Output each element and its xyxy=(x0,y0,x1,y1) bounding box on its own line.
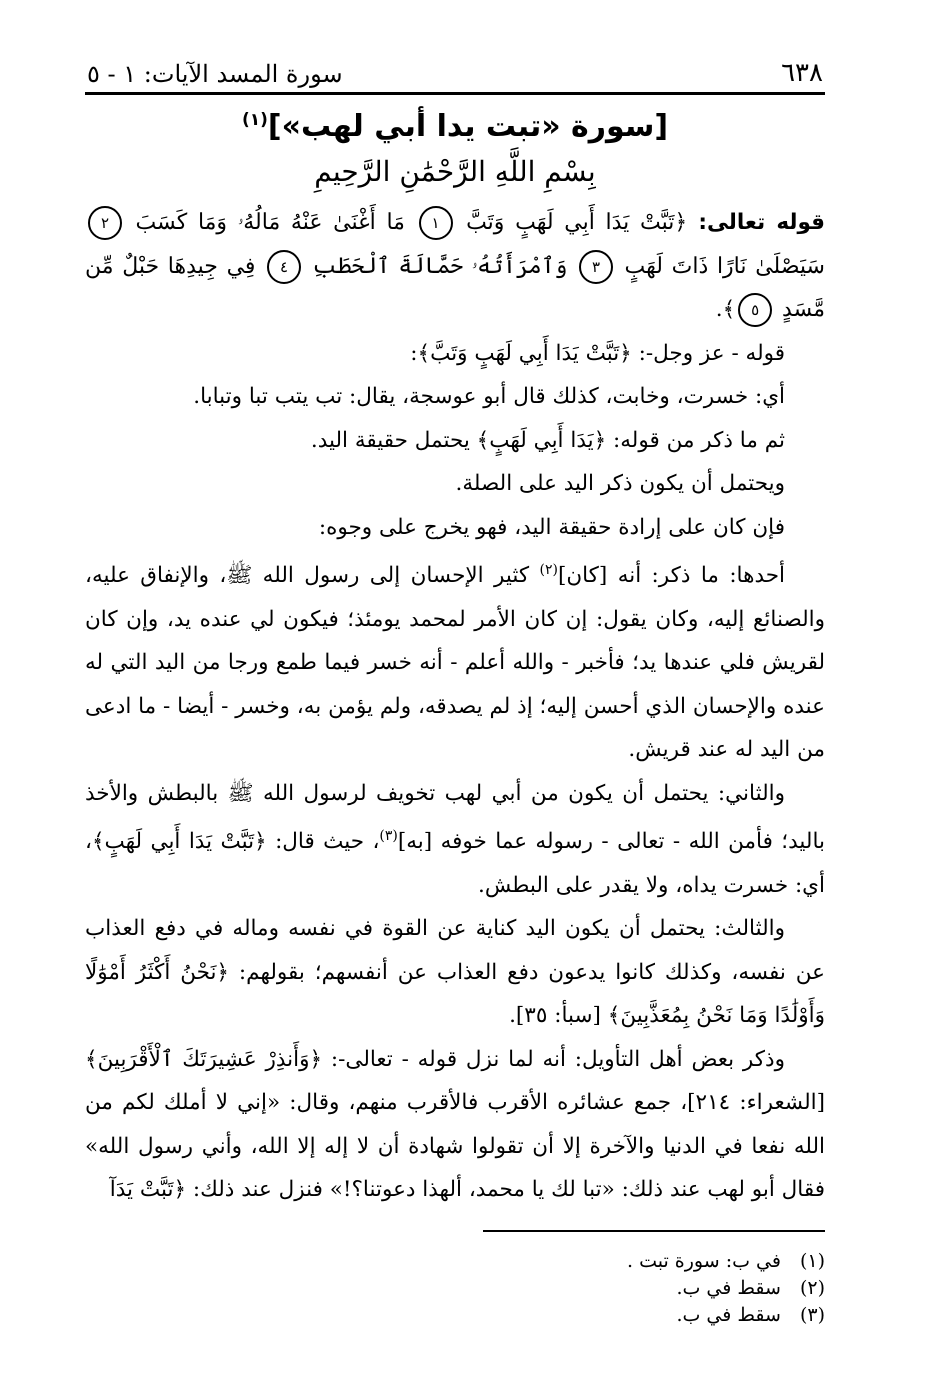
footnote xyxy=(85,1275,825,1302)
main-text xyxy=(85,201,825,1212)
ayah-number-marker: ٤ xyxy=(267,250,301,284)
footnote-text: في ب: سورة تبت . xyxy=(627,1249,781,1272)
paragraph: والثالث: يحتمل أن يكون اليد كناية عن القوة في نفسه وماله في دفع العذاب عن نفسه، وكذلك كانوا يدعون دفع العذاب عن أنفسهم؛ بقولهم: ﴿نَحْنُ أَكْثَرُ أَمْوَٰلًا وَأَوْلَٰدًا وَمَا نَحْنُ بِمُعَذَّبِينَ﴾ [سبأ: ٣٥]. xyxy=(85,916,825,1029)
footnote-text: سقط في ب. xyxy=(676,1303,781,1326)
ayah-number-marker: ٣ xyxy=(579,250,613,284)
verses-lead: قوله تعالى: xyxy=(687,210,825,235)
verse-1: ﴿تَبَّتْ يَدَا أَبِي لَهَبٍ وَتَبَّ xyxy=(466,210,688,235)
footnote-ref: (٢) xyxy=(539,562,558,578)
basmala: بِسْمِ اللَّهِ الرَّحْمَٰنِ الرَّحِيمِ xyxy=(314,155,596,188)
paragraph: وذكر بعض أهل التأويل: أنه لما نزل قوله - تعالى-: ﴿وَأَنذِرْ عَشِيرَتَكَ ٱلْأَقْرَبِينَ﴾ [الشعراء: ٢١٤]، جمع عشائره الأقرب فالأقرب منهم، وقال: «إني لا أملك لكم من الله نفعا في الدنيا والآخرة إلا أن تقولوا شهادة أن لا إله إلا الله، وأني رسول الله» فقال أبو لهب عند ذلك: «تبا لك يا محمد، ألهذا دعوتنا؟!» فنزل عند ذلك: ﴿تَبَّتْ يَدَآ xyxy=(85,1046,825,1203)
footnote-ref: (٣) xyxy=(379,828,398,845)
verse-2: مَا أَغْنَىٰ عَنْهُ مَالُهُۥ وَمَا كَسَبَ xyxy=(135,210,405,235)
ayah-number-marker: ٥ xyxy=(738,293,772,327)
footnote-label: (١) xyxy=(799,1249,825,1272)
page-number: ٦٣٨ xyxy=(781,58,823,88)
paragraph: ثم ما ذكر من قوله: ﴿يَدَا أَبِي لَهَبٍ﴾ يحتمل حقيقة اليد. xyxy=(310,427,785,453)
verse-4: وَٱمْرَأَتُهُۥ حَمَّالَةَ ٱلْحَطَبِ xyxy=(312,253,568,279)
footnote xyxy=(85,1302,825,1329)
footnote xyxy=(85,1248,825,1275)
paragraph-text: ، حيث قال: ﴿تَبَّتْ يَدَا أَبِي لَهَبٍ﴾، أي: خسرت يداه، ولا يقدر على البطش. xyxy=(85,829,825,898)
verse-3: سَيَصْلَىٰ نَارًا ذَاتَ لَهَبٍ xyxy=(624,253,825,279)
footnote-label: (٢) xyxy=(799,1276,825,1299)
verses-close: ﴾. xyxy=(715,297,736,322)
ayah-number-marker: ١ xyxy=(419,206,453,240)
paragraph xyxy=(85,772,825,908)
running-header xyxy=(85,50,825,92)
paragraph-text: كثير الإحسان إلى رسول الله ﷺ، والإنفاق عليه، والصنائع إليه، وكان يقول: إن كان الأمر لمحمد يومئذ؛ فيكون لي عنده يد، وإن كان لقريش فلي عندها يد؛ فأخبر - والله أعلم - أنه خسر فيما طمع ورجا من اليد التي له عنده والإحسان الذي أحسن إليه؛ إذ لم يصدقه، ولم يؤمن به، وخسر - أيضا - ما ادعى من اليد له عند قريش. xyxy=(85,563,825,763)
surah-title-text: [سورة «تبت يدا أبي لهب»] xyxy=(267,109,669,144)
footnote-rule xyxy=(483,1230,825,1232)
verse-5: فِي جِيدِهَا حَبْلٌ مِّن مَّسَدٍ xyxy=(85,253,825,322)
header-rule xyxy=(85,92,825,95)
paragraph xyxy=(85,549,825,772)
paragraph: فإن كان على إرادة حقيقة اليد، فهو يخرج على وجوه: xyxy=(318,514,785,540)
ayah-number-marker: ٢ xyxy=(88,206,122,240)
paragraph: ويحتمل أن يكون ذكر اليد على الصلة. xyxy=(455,471,785,496)
paragraph-text: أحدها: ما ذكر: أنه [كان] xyxy=(557,563,785,589)
footnotes xyxy=(85,1248,825,1329)
footnote-text: سقط في ب. xyxy=(676,1276,781,1299)
paragraph: قوله - عز وجل-: ﴿تَبَّتْ يَدَا أَبِي لَهَبٍ وَتَبَّ﴾: xyxy=(410,340,785,366)
paragraph: أي: خسرت، وخابت، كذلك قال أبو عوسجة، يقال: تب يتب تبا وتبابا. xyxy=(193,384,785,409)
footnote-ref: (١) xyxy=(241,110,268,130)
running-title: سورة المسد الآيات: ١ - ٥ xyxy=(87,60,343,88)
footnote-label: (٣) xyxy=(799,1303,825,1326)
surah-title xyxy=(85,109,825,151)
paragraph-text: والثاني: يحتمل أن يكون من أبي لهب تخويف لرسول الله ﷺ بالبطش والأخذ باليد؛ فأمن الله - تعالى - رسوله عما خوفه [به] xyxy=(85,780,825,855)
verses-paragraph xyxy=(85,201,825,332)
book-page xyxy=(85,50,825,1329)
